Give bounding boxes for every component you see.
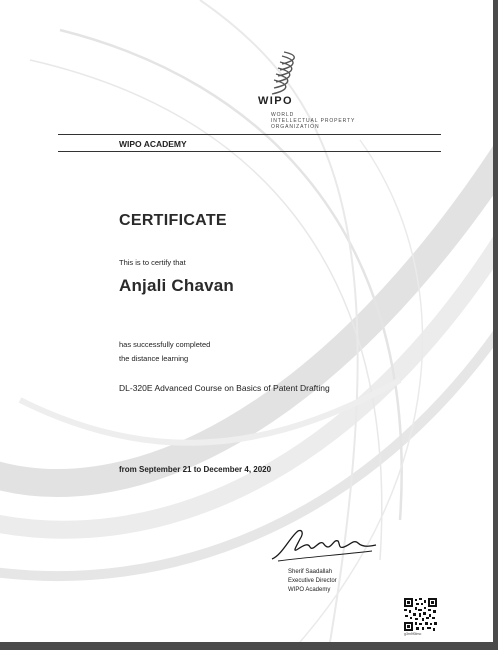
course-dates: from September 21 to December 4, 2020 xyxy=(119,465,272,474)
signatory-name: Sherif Saadallah xyxy=(288,569,333,575)
certificate-title: CERTIFICATE xyxy=(119,212,227,229)
qr-code-icon xyxy=(404,598,437,631)
completed-line-2: the distance learning xyxy=(119,354,189,363)
signatory-org: WIPO Academy xyxy=(288,587,331,593)
header-rule-bottom xyxy=(58,151,441,152)
header-rule-top xyxy=(58,134,441,135)
wipo-emblem-icon xyxy=(260,50,300,96)
academy-heading: WIPO ACADEMY xyxy=(119,139,187,149)
logo-line-2: INTELLECTUAL PROPERTY xyxy=(271,118,356,124)
logo-wordmark: WIPO xyxy=(258,95,293,107)
signature-image xyxy=(268,525,380,565)
verification-code: g3m9f0lmo xyxy=(404,632,422,636)
logo-line-1: WORLD xyxy=(271,112,295,118)
course-title: DL-320E Advanced Course on Basics of Patent Drafting xyxy=(119,383,330,393)
signatory-role: Executive Director xyxy=(288,578,337,584)
completed-line-1: has successfully completed xyxy=(119,340,211,349)
logo-line-3: ORGANIZATION xyxy=(271,124,320,130)
wipo-logo xyxy=(250,50,390,135)
certify-intro: This is to certify that xyxy=(119,258,186,267)
recipient-name: Anjali Chavan xyxy=(119,276,235,295)
